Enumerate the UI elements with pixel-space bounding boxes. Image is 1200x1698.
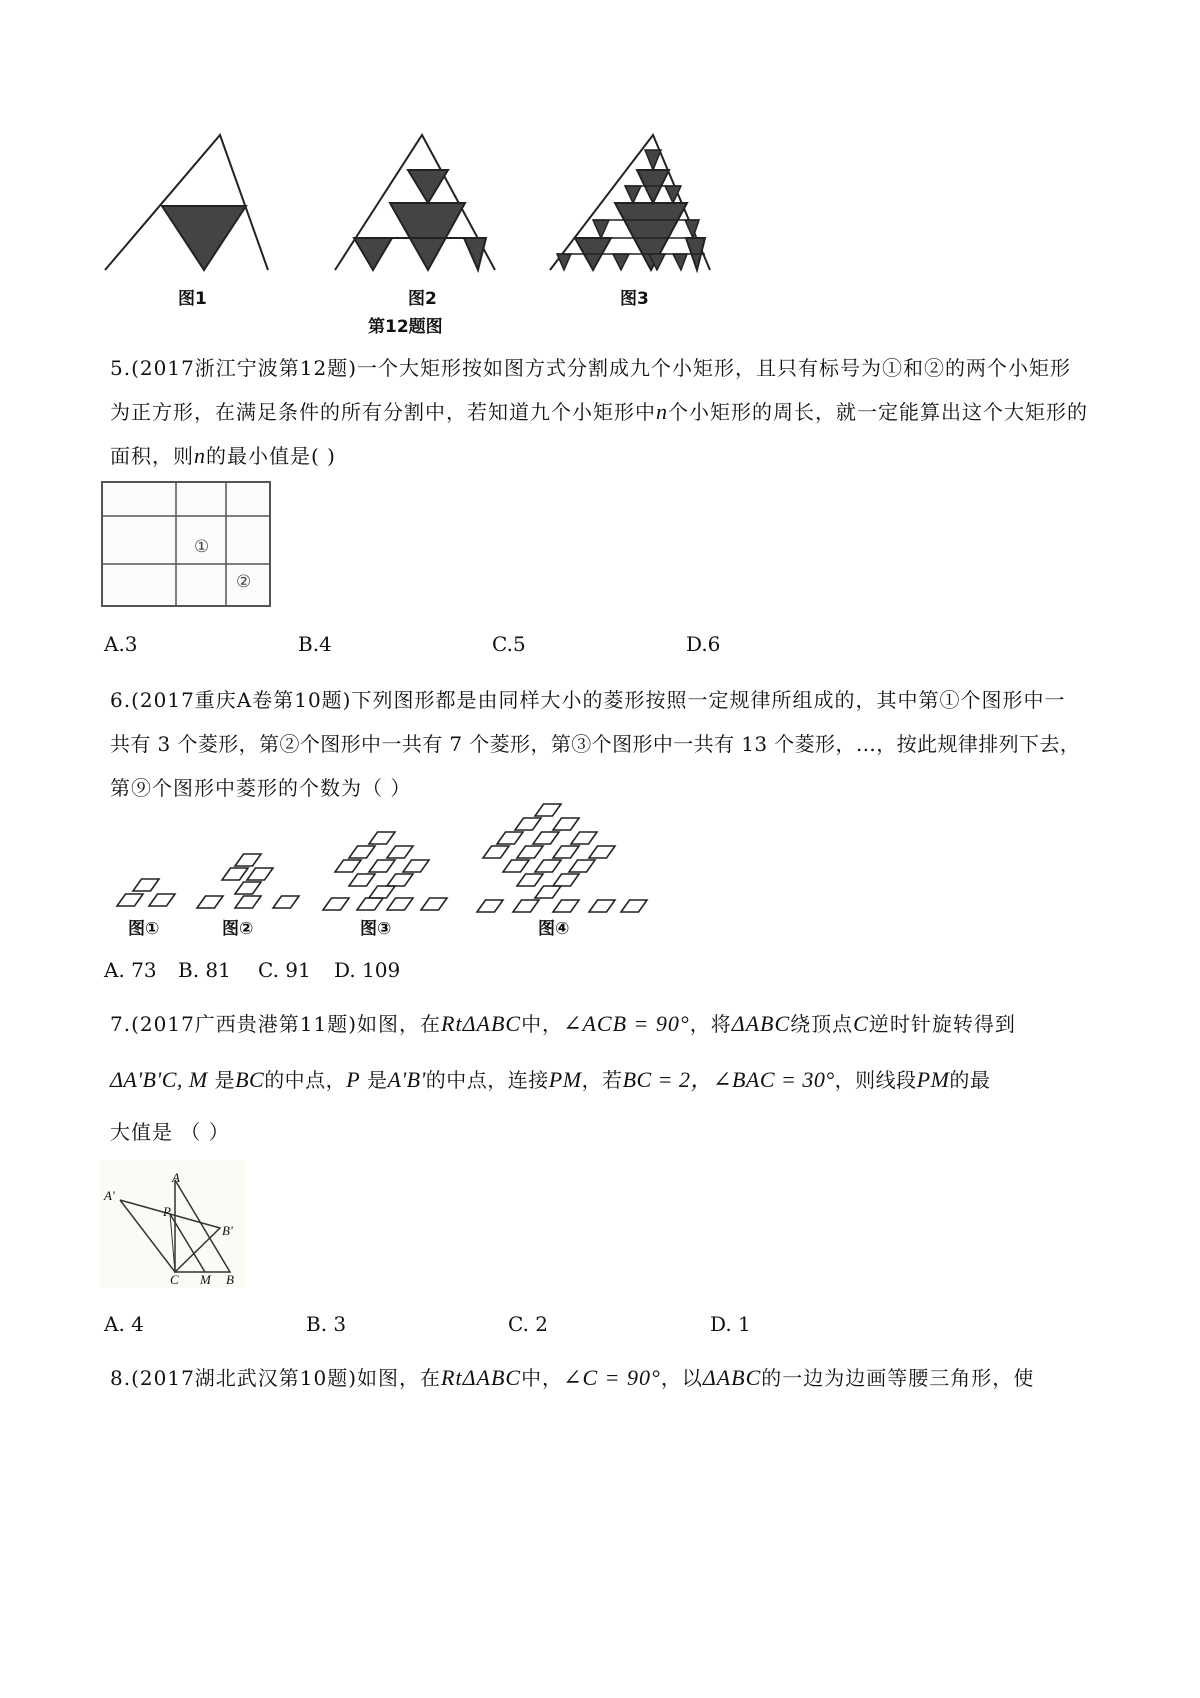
q7-line-3: 大值是 （ ） — [110, 1120, 230, 1144]
rhombus — [535, 860, 561, 872]
q6-number: 6. — [110, 688, 132, 712]
rhombus — [197, 896, 223, 908]
q6-source: (2017重庆A卷第10题) — [131, 688, 352, 712]
rhombus — [222, 868, 248, 880]
q6-fig-label-2: 图② — [222, 919, 254, 939]
rhombus — [149, 894, 175, 906]
q5-mark-1: ① — [194, 537, 210, 557]
q7-t2a: ΔA'B'C, M — [110, 1067, 208, 1092]
q7-t2e: P — [346, 1067, 361, 1092]
rhombus — [483, 846, 509, 858]
q7-line-1 — [110, 1002, 1100, 1046]
q6-text-1: 下列图形都是由同样大小的菱形按照一定规律所组成的，其中第①个图形中一 — [351, 688, 1066, 712]
q6-option-d: D. 109 — [334, 958, 401, 982]
q5-line-2 — [110, 390, 1100, 434]
rhombus — [357, 898, 383, 910]
q7-label-c: C — [170, 1272, 179, 1287]
q7-t2n: 的最 — [949, 1068, 991, 1092]
fig12-label-2: 图2 — [408, 289, 437, 309]
fig12-figure-1 — [100, 130, 280, 310]
q8-t-g: 的一边为边画等腰三角形，使 — [761, 1366, 1035, 1390]
q5-text-3a: 面积，则 — [110, 444, 194, 468]
rhombus — [335, 860, 361, 872]
q7-t2l: ，则线段 — [834, 1068, 917, 1092]
q7-label-b-prime: B' — [222, 1223, 233, 1238]
q5-number: 5. — [110, 356, 132, 380]
q5-option-c: C.5 — [492, 632, 526, 656]
q7-t2b: 是 — [214, 1068, 236, 1092]
q5-text-3b: 的最小值是( ) — [206, 444, 336, 468]
q7-t1h: C — [853, 1011, 869, 1036]
rhombus — [247, 868, 273, 880]
rhombus — [235, 896, 261, 908]
q7-t2j: ，若 — [581, 1068, 623, 1092]
q7-label-b: B — [226, 1272, 234, 1287]
q7-t1g: 绕顶点 — [790, 1012, 854, 1036]
q8-t-d: ∠C = 90° — [563, 1365, 661, 1390]
rhombus — [369, 832, 395, 844]
q5-text-1: 一个大矩形按如图方式分割成九个小矩形，且只有标号为①和②的两个小矩形 — [357, 356, 1072, 380]
q7-t1b: RtΔABC — [441, 1011, 522, 1036]
rhombus — [589, 900, 615, 912]
fig12-figure-2 — [330, 130, 510, 310]
rhombus — [553, 900, 579, 912]
q5-line-3 — [110, 434, 1100, 478]
rhombus — [387, 898, 413, 910]
q7-t2d: 的中点， — [264, 1068, 347, 1092]
rhombus — [235, 882, 261, 894]
q6-option-b: B. 81 — [178, 958, 231, 982]
rhombus — [133, 879, 159, 891]
rhombus — [517, 874, 543, 886]
rhombus — [535, 804, 561, 816]
q7-t2g: A'B' — [387, 1067, 426, 1092]
q7-t1d: ∠ACB = 90° — [563, 1011, 690, 1036]
rhombus — [387, 874, 413, 886]
q8-number: 8. — [110, 1366, 132, 1390]
q5-option-a: A.3 — [104, 632, 138, 656]
q6-line-3: 第⑨个图形中菱形的个数为（ ） — [110, 776, 412, 800]
q8-t-e: ，以 — [660, 1366, 703, 1390]
q5-var-n-2: n — [194, 443, 206, 468]
rhombus — [515, 818, 541, 830]
rhombus — [533, 832, 559, 844]
q6-line-1 — [110, 678, 1100, 722]
rhombus — [421, 898, 447, 910]
rhombus — [369, 886, 395, 898]
fig12-caption: 第12题图 — [368, 317, 443, 337]
rhombus — [569, 860, 595, 872]
rhombus — [503, 860, 529, 872]
q7-t2k: BC = 2，∠BAC = 30° — [622, 1067, 835, 1092]
q7-t1i: 逆时针旋转得到 — [868, 1012, 1016, 1036]
q5-line-1 — [110, 346, 1100, 390]
q7-label-p: P — [163, 1204, 171, 1219]
q6-fig-label-3: 图③ — [360, 919, 392, 939]
q7-label-a: A — [172, 1170, 180, 1185]
q8-t-a: 如图，在 — [357, 1366, 442, 1390]
rhombus — [513, 900, 539, 912]
q5-text-2a: 为正方形，在满足条件的所有分割中，若知道九个小矩形中 — [110, 400, 656, 424]
q7-t1a: 如图，在 — [357, 1012, 442, 1036]
rhombus — [535, 886, 561, 898]
rhombus — [403, 860, 429, 872]
q7-option-d: D. 1 — [710, 1312, 751, 1336]
q7-t2m: PM — [916, 1067, 950, 1092]
q7-t2c: BC — [235, 1067, 265, 1092]
q8-t-b: RtΔABC — [441, 1365, 522, 1390]
q6-fig-label-4: 图④ — [538, 919, 570, 939]
q7-source: (2017广西贵港第11题) — [131, 1012, 358, 1036]
q7-option-a: A. 4 — [104, 1312, 144, 1336]
q5-mark-2: ② — [236, 572, 252, 592]
rhombus — [553, 874, 579, 886]
q8-line-1 — [110, 1356, 1100, 1400]
q7-label-a-prime: A' — [104, 1188, 115, 1203]
q6-option-a: A. 73 — [104, 958, 157, 982]
rhombus — [349, 874, 375, 886]
q6-fig-label-1: 图① — [128, 919, 160, 939]
rhombus — [117, 894, 143, 906]
rhombus — [369, 860, 395, 872]
rhombus — [553, 818, 579, 830]
q7-t2f: 是 — [367, 1068, 388, 1092]
rhombus — [235, 854, 261, 866]
q7-t1f: ΔABC — [731, 1011, 791, 1036]
rhombus — [387, 846, 413, 858]
q7-t1e: ，将 — [689, 1012, 732, 1036]
q7-t2i: PM — [548, 1067, 582, 1092]
q7-label-m: M — [200, 1272, 211, 1287]
rhombus — [589, 846, 615, 858]
q6-line-2: 共有 3 个菱形，第②个图形中一共有 7 个菱形，第③个图形中一共有 13 个菱形，…，按此规律排列下去， — [110, 732, 1081, 756]
rhombus — [477, 900, 503, 912]
q5-text-2b: 个小矩形的周长，就一定能算出这个大矩形的 — [668, 400, 1088, 424]
q7-t1c: 中， — [521, 1012, 564, 1036]
q5-var-n: n — [656, 399, 668, 424]
q8-source: (2017湖北武汉第10题) — [131, 1366, 358, 1390]
q7-number: 7. — [110, 1012, 132, 1036]
q6-option-c: C. 91 — [258, 958, 311, 982]
rhombus — [349, 846, 375, 858]
q5-option-d: D.6 — [686, 632, 721, 656]
rhombus — [553, 846, 579, 858]
rhombus — [621, 900, 647, 912]
rhombus — [273, 896, 299, 908]
q7-t2h: 的中点，连接 — [425, 1068, 549, 1092]
q8-t-c: 中， — [521, 1366, 564, 1390]
q8-t-f: ΔABC — [702, 1365, 762, 1390]
q7-option-b: B. 3 — [306, 1312, 347, 1336]
fig12-label-3: 图3 — [620, 289, 649, 309]
q5-source: (2017浙江宁波第12题) — [131, 356, 358, 380]
rhombus — [517, 846, 543, 858]
fig12-figure-3 — [545, 130, 725, 310]
rhombus — [323, 898, 349, 910]
q7-line-2 — [110, 1058, 1100, 1102]
q7-option-c: C. 2 — [508, 1312, 549, 1336]
fig12-label-1: 图1 — [178, 289, 207, 309]
q5-option-b: B.4 — [298, 632, 332, 656]
rhombus — [497, 832, 523, 844]
rhombus — [571, 832, 597, 844]
